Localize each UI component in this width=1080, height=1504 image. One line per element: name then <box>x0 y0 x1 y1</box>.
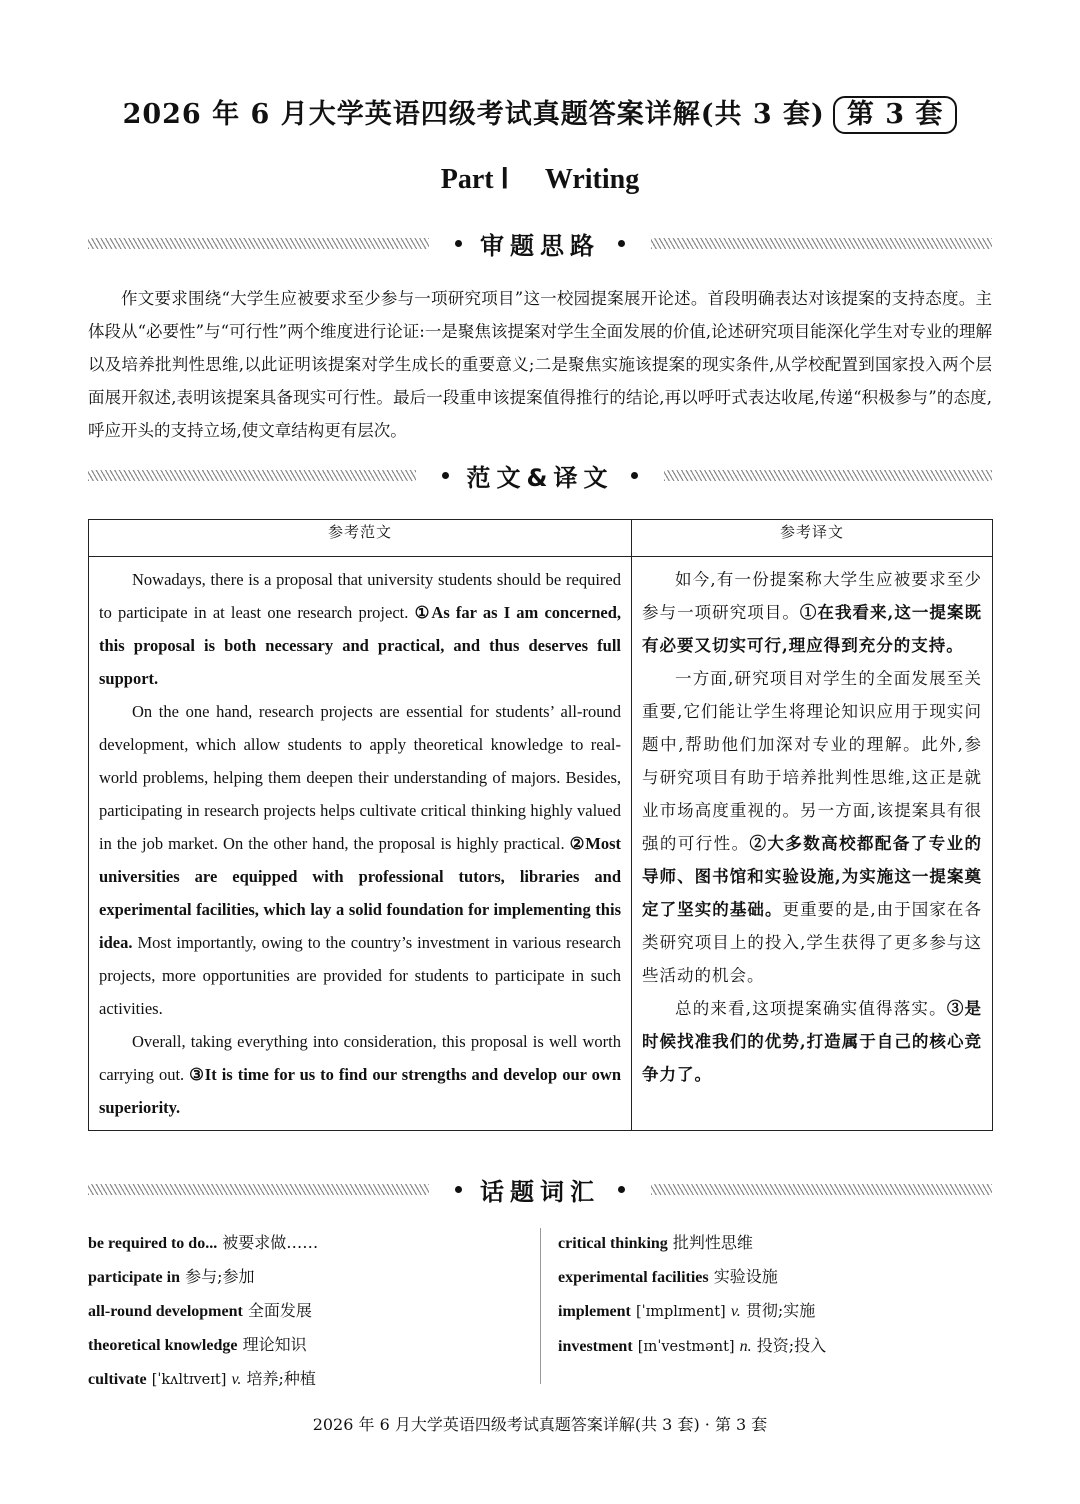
bullet-dot-icon <box>618 240 625 247</box>
essay-english-cell <box>89 557 632 1131</box>
vocab-item <box>88 1362 318 1397</box>
translation-paragraph <box>642 992 982 1091</box>
vocab-pos: v. <box>730 1303 741 1320</box>
essay-table <box>88 519 993 1131</box>
page-title <box>0 92 1080 134</box>
essay-text: Most importantly, owing to the country’s investment in various research projects, more opportunities are provided for students to participate in such activities. <box>99 933 621 1018</box>
vocab-item <box>558 1226 826 1260</box>
section-title-analysis: 审题思路 <box>480 231 600 260</box>
hatch-divider <box>88 1184 429 1195</box>
vocab-meaning: 贯彻;实施 <box>745 1301 816 1320</box>
vocab-column-divider <box>540 1228 541 1384</box>
vocab-meaning: 投资;投入 <box>756 1336 827 1355</box>
vocab-meaning: 培养;种植 <box>246 1369 316 1388</box>
section-header-analysis <box>88 226 992 260</box>
section-title-essay: 范文&译文 <box>466 463 614 492</box>
translation-key-sentence: ③是时候找准我们的优势,打造属于自己的核心竞争力了。 <box>642 999 983 1084</box>
section-header-essay <box>88 458 992 492</box>
bullet-dot-icon <box>455 1186 462 1193</box>
part-name: Writing <box>544 164 640 195</box>
essay-paragraph <box>99 563 621 695</box>
translation-text: 一方面,研究项目对学生的全面发展至关重要,它们能让学生将理论知识应用于现实问题中,帮助他们加深对专业的理解。此外,参与研究项目有助于培养批判性思维,这正是就业市场高度重视的。另一方面,该提案具有很强的可行性。 <box>642 669 982 853</box>
translation-chinese-cell <box>632 557 993 1131</box>
vocab-item <box>558 1294 826 1329</box>
translation-key-sentence: ②大多数高校都配备了专业的导师、图书馆和实验设施,为实施这一提案奠定了坚实的基础。 <box>642 834 983 919</box>
essay-key-sentence: ①As far as I am concerned, this proposal is both necessary and practical, and thus deserves full support. <box>99 603 621 688</box>
vocab-item <box>88 1226 318 1260</box>
translation-text: 总的来看,这项提案确实值得落实。 <box>675 999 947 1018</box>
hatch-divider <box>651 238 992 249</box>
hatch-divider <box>651 1184 992 1195</box>
vocab-list-right <box>558 1226 826 1364</box>
part-heading <box>0 162 1080 196</box>
vocab-meaning: 理论知识 <box>242 1335 307 1354</box>
vocab-item <box>558 1260 826 1294</box>
translation-text: 更重要的是,由于国家在各类研究项目上的投入,学生获得了更多参与这些活动的机会。 <box>642 900 982 985</box>
vocab-term: participate in <box>88 1269 180 1286</box>
essay-paragraph <box>99 695 621 1025</box>
vocab-item <box>88 1328 318 1362</box>
vocab-term: cultivate <box>88 1371 147 1388</box>
essay-text: Overall, taking everything into consideration, this proposal is well worth carrying out. <box>99 1032 621 1084</box>
vocab-term: experimental facilities <box>558 1269 709 1286</box>
translation-text: 如今,有一份提案称大学生应被要求至少参与一项研究项目。 <box>642 570 982 622</box>
vocab-item <box>558 1329 826 1364</box>
vocab-term: be required to do... <box>88 1235 218 1252</box>
vocab-term: all-round development <box>88 1303 243 1320</box>
vocab-pos: n. <box>739 1338 752 1355</box>
vocab-phonetic: [ˈkʌltɪveɪt] <box>151 1372 227 1388</box>
vocab-list-left <box>88 1226 318 1397</box>
vocab-term: critical thinking <box>558 1235 668 1252</box>
column-header-essay: 参考范文 <box>89 520 632 557</box>
vocab-meaning: 被要求做…… <box>222 1233 319 1252</box>
vocab-item <box>88 1260 318 1294</box>
page-footer: 2026 年 6 月大学英语四级考试真题答案详解(共 3 套) · 第 3 套 <box>312 1415 768 1434</box>
column-header-translation: 参考译文 <box>632 520 993 557</box>
hatch-divider <box>88 470 416 481</box>
bullet-dot-icon <box>455 240 462 247</box>
bullet-dot-icon <box>631 472 638 479</box>
vocab-meaning: 批判性思维 <box>672 1233 753 1252</box>
section-title-vocab: 话题词汇 <box>480 1177 600 1206</box>
vocab-meaning: 参与;参加 <box>185 1267 255 1286</box>
translation-paragraph <box>642 662 982 992</box>
translation-key-sentence: ①在我看来,这一提案既有必要又切实可行,理应得到充分的支持。 <box>642 603 982 655</box>
essay-text: Nowadays, there is a proposal that university students should be required to participate in at least one research project. <box>99 570 621 622</box>
vocab-term: theoretical knowledge <box>88 1337 238 1354</box>
bullet-dot-icon <box>442 472 449 479</box>
essay-key-sentence: ②Most universities are equipped with professional tutors, libraries and experimental facilities, which lay a solid foundation for implementing this idea. <box>99 834 622 952</box>
vocab-meaning: 实验设施 <box>713 1267 778 1286</box>
vocab-meaning: 全面发展 <box>247 1301 312 1320</box>
essay-paragraph <box>99 1025 621 1124</box>
vocab-phonetic: [ˈɪmplɪment] <box>635 1304 726 1320</box>
part-label: Part Ⅰ <box>440 164 509 195</box>
analysis-paragraph: 作文要求围绕“大学生应被要求至少参与一项研究项目”这一校园提案展开论述。首段明确表达对该提案的支持态度。主体段从“必要性”与“可行性”两个维度进行论证:一是聚焦该提案对学生全面发展的价值,论述研究项目能深化学生对专业的理解以及培养批判性思维,以此证明该提案对学生成长的重要意义;二是聚焦实施该提案的现实条件,从学校配置到国家投入两个层面展开叙述,表明该提案具备现实可行性。最后一段重申该提案值得推行的结论,再以呼吁式表达收尾,传递“积极参与”的态度,呼应开头的支持立场,使文章结构更有层次。 <box>88 289 992 440</box>
hatch-divider <box>664 470 992 481</box>
essay-text: On the one hand, research projects are essential for students’ all-round development, which allow students to apply theoretical knowledge to real-world problems, helping them deepen their understanding of majors. Besides, participating in research projects helps cultivate critical thinking highly valued in the job market. On the other hand, the proposal is highly practical. <box>99 702 621 853</box>
translation-paragraph <box>642 563 982 662</box>
section-header-vocab <box>88 1172 992 1206</box>
vocab-item <box>88 1294 318 1328</box>
vocab-term: implement <box>558 1303 631 1320</box>
set-badge: 第 3 套 <box>833 96 958 134</box>
bullet-dot-icon <box>618 1186 625 1193</box>
vocab-phonetic: [ɪnˈvestmənt] <box>637 1339 735 1355</box>
vocab-term: investment <box>558 1338 633 1355</box>
title-text: 2026 年 6 月大学英语四级考试真题答案详解(共 3 套) <box>122 99 825 130</box>
essay-key-sentence: ③It is time for us to find our strengths and develop our own superiority. <box>99 1065 621 1117</box>
hatch-divider <box>88 238 429 249</box>
vocab-pos: v. <box>231 1371 242 1388</box>
